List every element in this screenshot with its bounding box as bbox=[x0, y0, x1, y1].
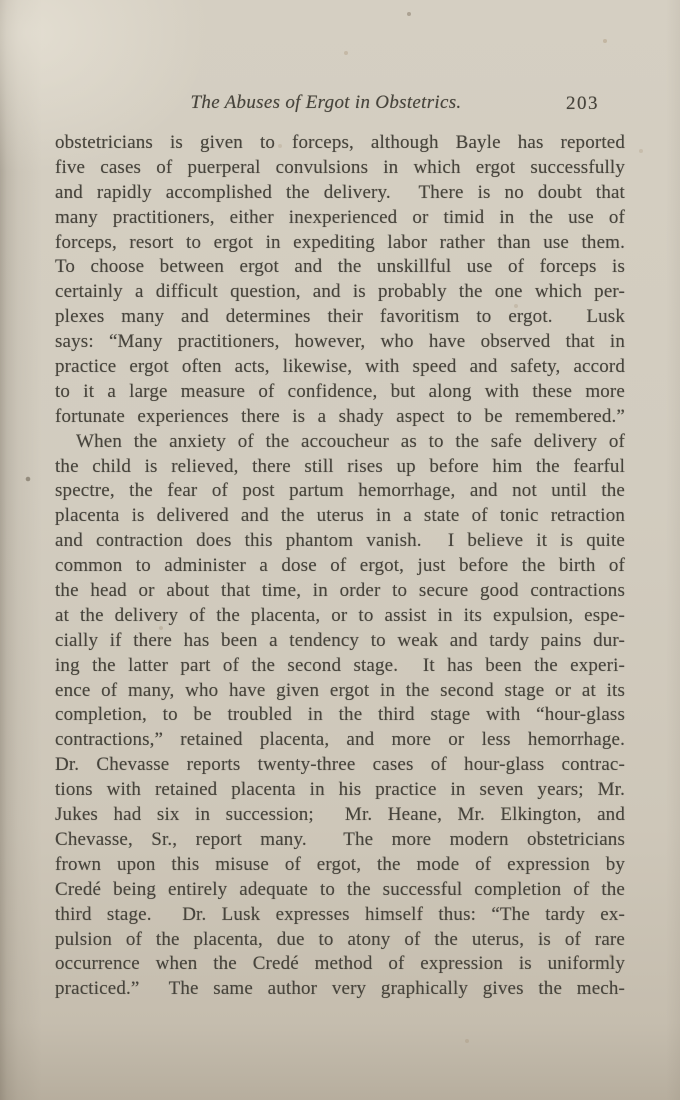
text-line: Dr. Chevasse reports twenty-three cases of hour-glass contrac- bbox=[55, 754, 625, 776]
text-line: practiced.” The same author very graphically gives the mech- bbox=[55, 978, 625, 1000]
text-line: certainly a difficult question, and is probably the one which per- bbox=[55, 281, 625, 303]
text-line: ence of many, who have given ergot in the second stage or at its bbox=[55, 679, 625, 701]
text-line: the head or about that time, in order to secure good contractions bbox=[55, 580, 625, 602]
text-line: and contraction does this phantom vanish. I believe it is quite bbox=[55, 530, 625, 552]
text-line: says: “Many practitioners, however, who have observed that in bbox=[55, 331, 625, 353]
text-line: To choose between ergot and the unskillful use of forceps is bbox=[55, 256, 625, 278]
running-title: The Abuses of Ergot in Obstetrics. bbox=[190, 92, 462, 113]
text-line: tions with retained placenta in his practice in seven years; Mr. bbox=[55, 779, 625, 801]
text-line: the child is relieved, there still rises up before him the fearful bbox=[55, 455, 625, 477]
text-line: third stage. Dr. Lusk expresses himself thus: “The tardy ex- bbox=[55, 903, 625, 925]
text-line: to it a large measure of confidence, but along with these more bbox=[55, 380, 625, 402]
text-line: practice ergot often acts, likewise, with speed and safety, accord bbox=[55, 356, 625, 378]
text-line: pulsion of the placenta, due to atony of the uterus, is of rare bbox=[55, 928, 625, 950]
text-line: Chevasse, Sr., report many. The more modern obstetricians bbox=[55, 828, 625, 850]
text-line: and rapidly accomplished the delivery. There is no doubt that bbox=[55, 181, 625, 203]
text-line: five cases of puerperal convulsions in which ergot successfully bbox=[55, 156, 625, 178]
text-line: frown upon this misuse of ergot, the mode of expression by bbox=[55, 853, 625, 875]
page-body bbox=[55, 131, 625, 1002]
paper-specks bbox=[0, 0, 2, 2]
text-line: placenta is delivered and the uterus in a state of tonic retraction bbox=[55, 505, 625, 527]
page-number: 203 bbox=[566, 93, 599, 114]
text-line: at the delivery of the placenta, or to assist in its expulsion, espe- bbox=[55, 604, 625, 626]
text-line: spectre, the fear of post partum hemorrhage, and not until the bbox=[55, 480, 625, 502]
text-line: plexes many and determines their favoritism to ergot. Lusk bbox=[55, 306, 625, 328]
text-line: forceps, resort to ergot in expediting labor rather than use them. bbox=[55, 231, 625, 253]
text-line: occurrence when the Credé method of expression is uniformly bbox=[55, 953, 625, 975]
text-line: contractions,” retained placenta, and more or less hemorrhage. bbox=[55, 729, 625, 751]
text-line: cially if there has been a tendency to weak and tardy pains dur- bbox=[55, 629, 625, 651]
text-line: obstetricians is given to forceps, although Bayle has reported bbox=[55, 132, 625, 153]
text-line: completion, to be troubled in the third stage with “hour-glass bbox=[55, 704, 625, 726]
text-line: When the anxiety of the accoucheur as to the safe delivery of bbox=[76, 430, 625, 452]
text-line: common to administer a dose of ergot, just before the birth of bbox=[55, 555, 625, 577]
text-line: ing the latter part of the second stage. It has been the experi- bbox=[55, 654, 625, 676]
text-line: fortunate experiences there is a shady aspect to be remembered.” bbox=[55, 405, 625, 427]
page-header bbox=[55, 92, 625, 118]
text-line: Credé being entirely adequate to the successful completion of the bbox=[55, 878, 625, 900]
text-line: Jukes had six in succession; Mr. Heane, Mr. Elkington, and bbox=[55, 804, 625, 826]
text-line: many practitioners, either inexperienced or timid in the use of bbox=[55, 206, 625, 228]
